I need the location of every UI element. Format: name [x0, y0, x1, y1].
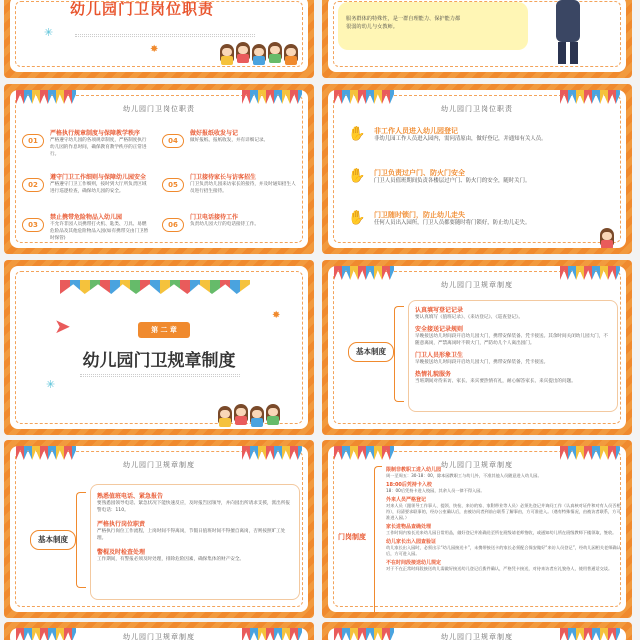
slide-card — [10, 0, 308, 72]
slide-6[interactable] — [322, 260, 632, 435]
slide-10[interactable] — [322, 622, 632, 640]
slide-card — [10, 628, 308, 640]
slide-3[interactable] — [4, 84, 314, 254]
slide-title: 幼儿园门卫规章制度 — [441, 281, 513, 289]
chapter-title: 幼儿园门卫规章制度 — [82, 351, 236, 371]
slide-card — [10, 266, 308, 429]
guard-figure — [550, 0, 586, 66]
slide-title: 幼儿园门卫规章制度 — [441, 461, 513, 469]
slide-7[interactable] — [4, 440, 314, 618]
slide-card — [328, 0, 626, 72]
category-pill: 基本制度 — [348, 342, 394, 362]
speech-bubble: 服务群体的特殊性，是一群自理能力、保护能力都 很弱的幼儿与女教师。 — [338, 2, 528, 50]
content-box: 认真填写登记记录 要认真填写《值班记录》、《来访登记》、《巡查登记》。 安全接送记录规则 早晚接送幼儿时间段开启幼儿园大门，携带安保装备、凭卡接送。其余时间关闭幼儿园大门，不随意离岗，严禁离岗时不锁大门，严防幼儿个人离出园门。 门卫人员形象卫生 早晚接送幼儿时间段开启幼儿园大门，携带安保装备，凭卡接送。 热情礼貌服务 当班期间对待来访、家长、来宾要热情有礼，耐心解答家长、来宾提出的问题。 — [408, 300, 618, 412]
snowflake-icon: ✳ — [46, 378, 56, 391]
bunting-left — [16, 90, 76, 104]
star-icon: ✸ — [272, 310, 281, 321]
bunting-left — [334, 90, 394, 104]
subtitle-line — [80, 374, 240, 377]
slide-4[interactable] — [322, 84, 632, 254]
paper-plane-icon: ➤ — [54, 314, 71, 338]
bracket-line — [394, 306, 404, 402]
slide-9[interactable] — [4, 622, 314, 640]
bunting-right — [242, 446, 302, 460]
slide-card: 幼儿园门卫岗位职责 ✋ 非工作人员进入幼儿园登记 非幼儿园工作人员进入园内，需问清原由，做好登记，并通知有关人员。 ✋ 门卫负责过户门、防火门安全 门卫人员值班期间负责各楼层过户门、防火门的安全，随时关门。 ✋ 门卫随时锁门，防止幼儿走失 任何人员出入园所，门卫人员都要随时将门锁好，防止幼儿走失。 — [328, 90, 626, 248]
snowflake-icon: ✳ — [44, 26, 54, 39]
slide-title: 幼儿园门卫岗位职责 — [441, 105, 513, 113]
chapter-badge: 第 二 章 — [138, 322, 190, 338]
bunting-left — [334, 266, 394, 280]
bunting-right — [560, 266, 620, 280]
bunting-left — [334, 446, 394, 460]
bracket-line — [374, 466, 382, 612]
duty-item: 01 严格执行规章制度与保障教学秩序 严格遵守幼儿园的各项规章制度，严格制度执行幼儿园的作息时间，确保教育教学秩序的正常进行。 — [22, 128, 150, 148]
content-box: 熟悉值班电话、紧急报告 要熟悉园领导电话、紧急状况下能快速反应，及时报告园领导，并向园出所请求支援，派出所报警电话：110。 严格执行岗位职责 严格执行岗位工作流程，上岗时间不得离岗，节假日值班时间不得擅自离岗，否则按照旷工处理。 警棍及时检查处理 工作期间，有警报必须及时处理，排除危险因素，确保集体的财产安全。 — [90, 484, 300, 600]
hand-icon: ✋ — [348, 168, 366, 184]
bunting-left — [60, 280, 250, 294]
child-figure — [600, 228, 614, 246]
slide-title: 幼儿园门卫规章制度 — [123, 461, 195, 469]
slide-title: 幼儿园门卫岗位职责 — [123, 105, 195, 113]
star-icon: ✸ — [150, 44, 159, 55]
duty-item: 02 遵守门卫工作细则与保障幼儿园安全 严格遵守门卫工作细则，按时到大厅所负责区域进行巡逻检查，确保幼儿园的安全。 — [22, 172, 150, 192]
slide-card — [10, 90, 308, 248]
bunting-right — [242, 90, 302, 104]
duty-item: 03 禁止携带危险物品入幼儿园 不允许非园人员携带打火机、匙类、刀具、易燃危险品及其他危险物品入园(如有携带交由门卫暂时保管) — [22, 212, 150, 232]
bunting-right — [560, 446, 620, 460]
slide-title: 幼儿园门卫规章制度 — [441, 633, 513, 640]
bunting-right — [560, 90, 620, 104]
hand-icon: ✋ — [348, 210, 366, 226]
slide-card — [10, 446, 308, 612]
duty-item: 06 门卫电话接待工作 负责幼儿园大厅的电话接待工作。 — [162, 212, 302, 232]
bunting-left — [16, 446, 76, 460]
slide-card — [328, 266, 626, 429]
category-pill: 基本制度 — [30, 530, 76, 550]
duty-item: 05 门卫接待家长与访客招生 门卫负责幼儿园来访家长的接待，并及时通知招生人员进行招生接待。 — [162, 172, 302, 192]
slide-card — [328, 446, 626, 612]
slide-title: 幼儿园门卫岗位职责 — [70, 0, 215, 18]
slide-8[interactable] — [322, 440, 632, 618]
slide-card — [328, 628, 626, 640]
hand-icon: ✋ — [348, 126, 366, 142]
bracket-line — [76, 492, 86, 588]
slide-2[interactable] — [322, 0, 632, 78]
subtitle-line — [75, 34, 255, 37]
slide-1[interactable] — [4, 0, 314, 78]
content-list: 限制非教职工进入幼儿园 周一至周五：30-18：00，除本园教职工与幼儿外，不准其他人员随意进入幼儿园。 18:00后凭持卡入校 18：00后凭持卡进入校园，其余人员一律不得入园。 外来人员严格登记 对来人员（跟领导工作事人、提领、快检、来访的家、家附带业等人员）必须先登记并询问工作（认真核对证件和对有人员否相符），问清要求联事的，经办公室确认后，由被访问者到前台联系了解事由，方可准进入。（遇有特殊情况，由被访者联系，方可准进入园。） 家长进物品查确处理 工作时间内家长送来幼儿园日常用品，做好登记并准确送至所在班级请老师签收，或通知幼儿所在班级教师下楼领取，签收。 幼儿家长出入园查验证 幼儿家长出入园时，必须出示“幼儿园接送卡”，未携带接送卡的家长必须配合保安做好“来访人员登记”，经幼儿园相关老师确认后，方可进入园。 不在时间段接送幼儿规定 对于不在正常时间段接送幼儿需做好接送幼儿登记后拨件确认，严格凭卡接送，对待来访者应礼貌待人，使用普通话交谈。 — [386, 467, 621, 571]
duty-item: 04 做好报纸收发与记 做好报纸、报纸收发，并有详细记录。 — [162, 128, 302, 148]
slide-title: 幼儿园门卫规章制度 — [123, 633, 195, 640]
category-label: 门岗制度 — [338, 533, 366, 541]
slide-5[interactable] — [4, 260, 314, 435]
